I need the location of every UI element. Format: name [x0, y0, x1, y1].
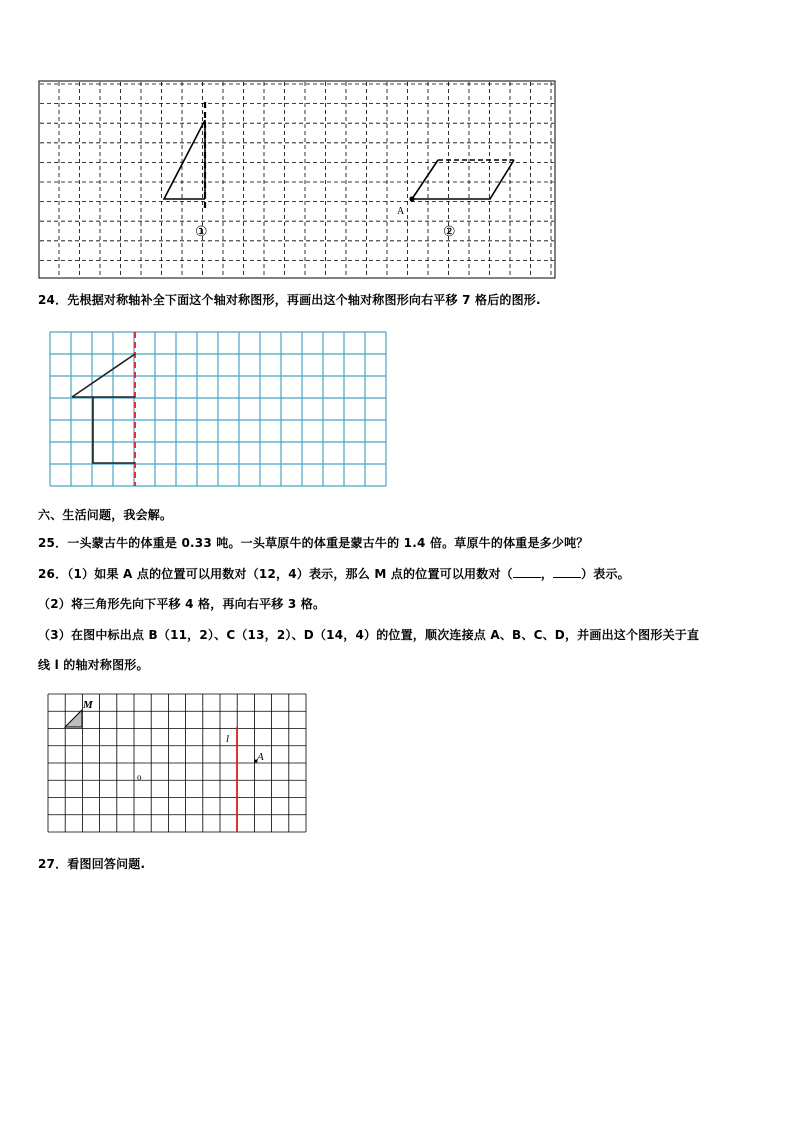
triangle-M — [65, 710, 82, 727]
answer-blank-x[interactable] — [513, 577, 541, 578]
figure-translation-grid — [38, 80, 556, 280]
house-wall — [93, 397, 135, 463]
question-26-part2: （2）将三角形先向下平移 4 格，再向右平移 3 格。 — [38, 597, 326, 611]
point-A-dot — [409, 196, 414, 201]
question-26-part3-line1: （3）在图中标出点 B（11，2）、C（13，2）、D（14，4）的位置，顺次连接点 A、B、C、D，并画出这个图形关于直 — [38, 628, 700, 642]
label-A: A — [257, 751, 264, 763]
question-24: 24．先根据对称轴补全下面这个轴对称图形，再画出这个轴对称图形向右平移 7 格后的图形. — [38, 293, 541, 307]
label-circle-1: ① — [195, 225, 208, 240]
figure-coordinate-grid — [46, 692, 310, 834]
label-A: A — [397, 206, 405, 217]
question-26-part1 — [38, 565, 630, 582]
q26-p1-sep: ， — [540, 567, 554, 581]
label-circle-2: ② — [443, 225, 456, 240]
section-6-title: 六、生活问题，我会解。 — [38, 508, 173, 522]
question-25: 25．一头蒙古牛的体重是 0.33 吨。一头草原牛的体重是蒙古牛的 1.4 倍。草原牛的体重是多少吨？ — [38, 536, 589, 550]
label-O: o — [137, 772, 142, 782]
label-M: M — [83, 699, 93, 711]
question-27: 27．看图回答问题. — [38, 857, 146, 871]
label-l: l — [226, 733, 230, 745]
figure-symmetry-house-grid — [48, 330, 388, 488]
q26-p1-before: 26．（1）如果 A 点的位置可以用数对（12，4）表示，那么 M 点的位置可以用数对（ — [38, 567, 513, 581]
question-26-part3-line2: 线 l 的轴对称图形。 — [38, 658, 149, 672]
answer-blank-y[interactable] — [553, 577, 581, 578]
q26-p1-after: ）表示。 — [581, 567, 630, 581]
